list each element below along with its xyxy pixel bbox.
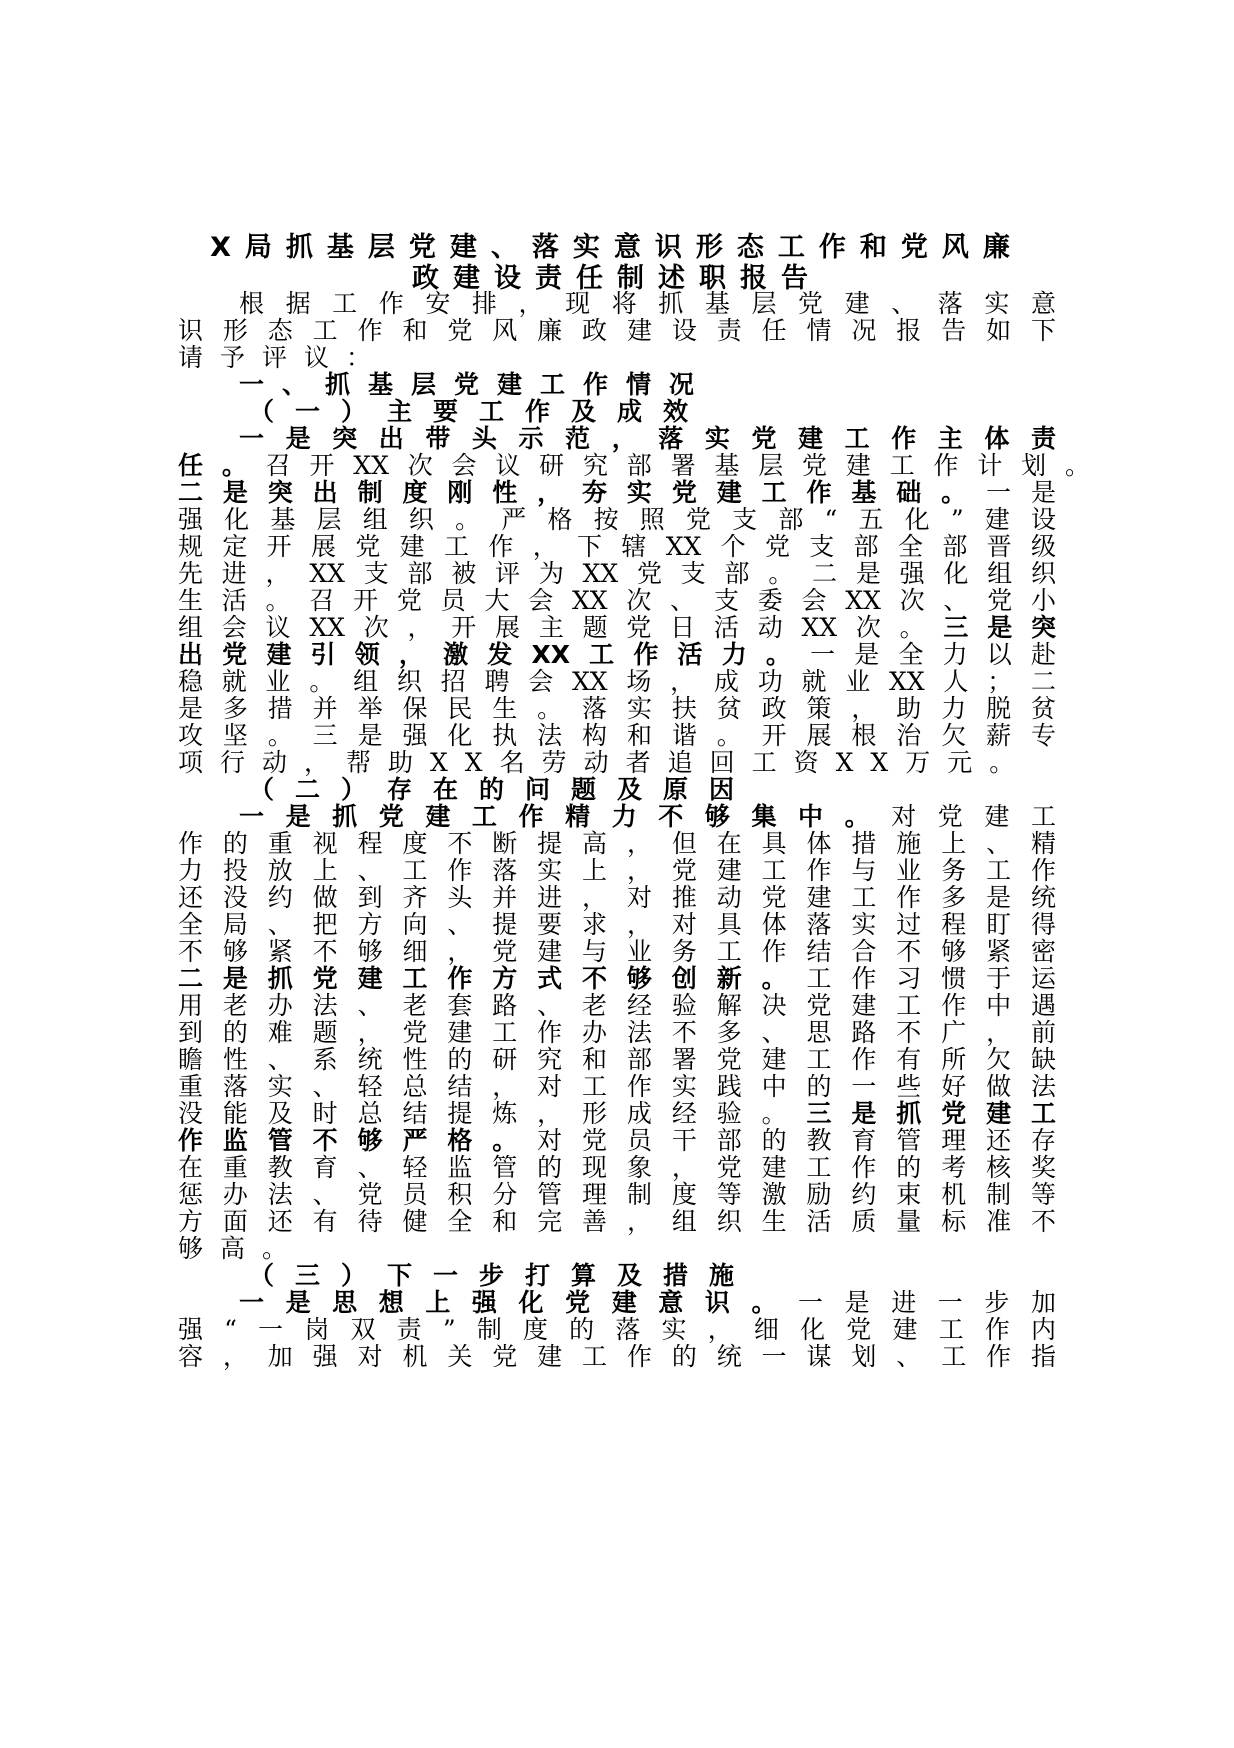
paragraph-line: 生活。召开党员大会XX次、支委会XX次、党小 xyxy=(178,586,1056,615)
paragraph-line xyxy=(178,640,1056,670)
body-text: 召开XX次会议研究部署基层党建工作计划。 xyxy=(265,451,1090,480)
subsection-heading-3: （三）下一步打算及措施 xyxy=(249,1261,756,1290)
paragraph-line: 用老办法、老套路、老经验解决党建工作中遇 xyxy=(178,991,1056,1020)
intro-line-3: 请予评议： xyxy=(178,343,389,372)
bold-lead: 二是抓党建工作方式不够创新。 xyxy=(178,964,807,993)
bold-lead: 一是抓党建工作精力不够集中。 xyxy=(239,802,892,831)
paragraph-line: 攻坚。三是强化执法构和谐。开展根治欠薪专 xyxy=(178,721,1056,750)
body-text: 组会议XX次，开展主题党日活动XX次。 xyxy=(178,613,944,642)
paragraph-line: 力投放上、工作落实上，党建工作与业务工作 xyxy=(178,856,1056,885)
paragraph-line: 全局、把方向、提要求，对具体落实过程盯得 xyxy=(178,910,1056,939)
body-text: 对党员干部的教育管理还存 xyxy=(537,1126,1056,1155)
paragraph-line xyxy=(239,802,1056,832)
body-text: 工作习惯于运 xyxy=(806,964,1056,993)
paragraph-line: 先进，XX支部被评为XX党支部。二是强化组织 xyxy=(178,559,1056,588)
body-text: 一是进一步加 xyxy=(798,1288,1056,1317)
intro-line-2: 识形态工作和党风廉政建设责任情况报告如下 xyxy=(178,316,1056,345)
paragraph-line xyxy=(178,451,1090,481)
bold-lead: 三是抓党建工 xyxy=(806,1099,1056,1128)
paragraph-line: 作的重视程度不断提高，但在具体措施上、精 xyxy=(178,829,1056,858)
body-text: 对党建工 xyxy=(891,802,1056,831)
body-text: 一是 xyxy=(986,478,1056,507)
paragraph-line: 还没约做到齐头并进，对推动党建工作多是统 xyxy=(178,883,1056,912)
bold-lead: 二是突出制度刚性，夯实党建工作基础。 xyxy=(178,478,987,507)
paragraph-line: 够高。 xyxy=(178,1234,305,1263)
bold-lead: 三是突 xyxy=(943,613,1056,642)
subsection-heading-2: （二）存在的问题及原因 xyxy=(249,775,756,804)
paragraph-line: 稳就业。组织招聘会XX场，成功就业XX人；二 xyxy=(178,667,1056,696)
intro-line-1: 根据工作安排，现将抓基层党建、落实意 xyxy=(239,289,1056,318)
paragraph-line: 强“一岗双责”制度的落实，细化党建工作内 xyxy=(178,1315,1056,1344)
document-title-line-1: X局抓基层党建、落实意识形态工作和党风廉 xyxy=(210,232,1024,263)
paragraph-line: 不够紧不够细，党建与业务工作结合不够紧密 xyxy=(178,937,1056,966)
paragraph-line: 容，加强对机关党建工作的统一谋划、工作指 xyxy=(178,1342,1056,1371)
paragraph-line: 重落实、轻总结，对工作实践中的一些好做法 xyxy=(178,1072,1056,1101)
paragraph-line: 到的难题，党建工作办法不多、思路不广，前 xyxy=(178,1018,1056,1047)
paragraph-line xyxy=(239,1288,1056,1318)
bold-lead: 任。 xyxy=(178,451,266,480)
bold-lead: 出党建引领，激发XX工作活力。 xyxy=(178,640,811,669)
paragraph-line: 瞻性、系统性的研究和部署党建工作有所欠缺 xyxy=(178,1045,1056,1074)
document-title-line-2: 政建设责任制述职报告 xyxy=(412,263,822,294)
body-text: 一是全力以赴 xyxy=(810,640,1056,669)
section-heading-1: 一、抓基层党建工作情况 xyxy=(239,370,713,399)
bold-lead: 一是思想上强化党建意识。 xyxy=(239,1288,799,1317)
subsection-heading-1: （一）主要工作及成效 xyxy=(249,397,710,426)
paragraph-line xyxy=(178,478,1056,508)
paragraph-line xyxy=(239,424,1056,454)
paragraph-line xyxy=(178,1099,1056,1129)
paragraph-line: 项行动，帮助XX名劳动者追回工资XX万元。 xyxy=(178,748,1032,777)
paragraph-line: 强化基层组织。严格按照党支部“五化”建设 xyxy=(178,505,1056,534)
paragraph-line: 惩办法、党员积分管理制度等激励约束机制等 xyxy=(178,1180,1056,1209)
bold-lead: 一是突出带头示范，落实党建工作主体责 xyxy=(239,424,1056,453)
body-text: 没能及时总结提炼，形成经验。 xyxy=(178,1099,807,1128)
paragraph-line xyxy=(178,964,1056,994)
bold-lead: 作监管不够严格。 xyxy=(178,1126,538,1155)
paragraph-line: 方面还有待健全和完善，组织生活质量标准不 xyxy=(178,1207,1056,1236)
paragraph-line: 规定开展党建工作，下辖XX个党支部全部晋级 xyxy=(178,532,1056,561)
paragraph-line xyxy=(178,1126,1056,1156)
paragraph-line: 在重教育、轻监管的现象，党建工作的考核奖 xyxy=(178,1153,1056,1182)
paragraph-line: 是多措并举保民生。落实扶贫政策，助力脱贫 xyxy=(178,694,1056,723)
paragraph-line xyxy=(178,613,1056,643)
